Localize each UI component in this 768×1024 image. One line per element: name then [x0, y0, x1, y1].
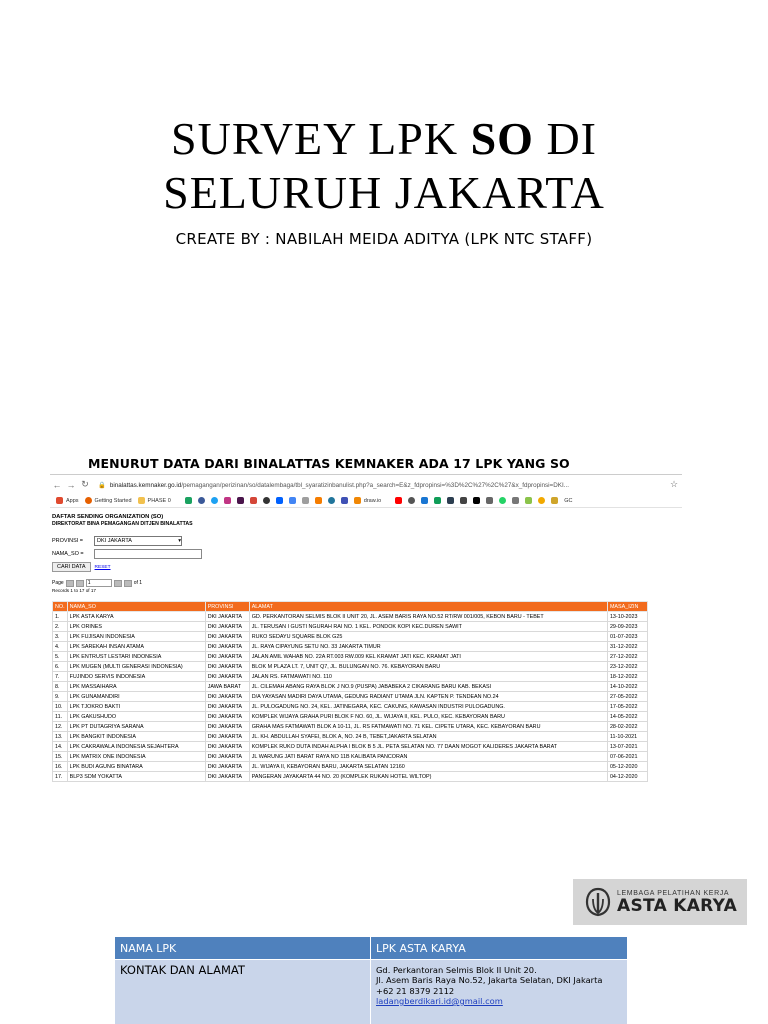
- cell-alamat: KOMPLEK WIJAYA GRAHA PURI BLOK F NO. 60, JL. WIJAYA II, KEL. PULO, KEC. KEBAYORAN BARU: [249, 712, 607, 722]
- table-row: [53, 732, 648, 742]
- email-link[interactable]: ladangberdikari.id@gmail.com: [376, 995, 503, 1006]
- table-row: [53, 692, 648, 702]
- cell-no: 6.: [53, 662, 68, 672]
- folder-icon: [138, 497, 145, 504]
- cell-nama-so: LPK PT DUTAGRIYA SARANA: [67, 722, 205, 732]
- page-label: Page: [52, 580, 64, 586]
- table-row: [53, 702, 648, 712]
- col-header-alamat[interactable]: ALAMAT: [249, 602, 607, 612]
- cell-provinsi: DKI JAKARTA: [205, 632, 249, 642]
- website-link[interactable]: [376, 1012, 622, 1018]
- provinsi-select[interactable]: [94, 536, 182, 546]
- bookmark-phase[interactable]: [138, 497, 171, 504]
- cell-nama-so: FUJINDO SERVIS INDONESIA: [67, 672, 205, 682]
- title-line-2: SELURUH JAKARTA: [163, 167, 605, 218]
- bookmark-icons-row-1: [185, 497, 348, 504]
- reset-link[interactable]: RESET: [94, 564, 111, 570]
- nama-label: NAMA_SO =: [52, 551, 84, 557]
- page-icon[interactable]: [525, 497, 532, 504]
- cell-no: 11.: [53, 712, 68, 722]
- info-header-row: [115, 937, 628, 960]
- cell-alamat: JL. CILEMAH ABANG RAYA BLOK J NO.9 (PUSPA) JABABEKA 2 CIKARANG BARU KAB. BEKASI: [249, 682, 607, 692]
- table-header-row: [53, 602, 648, 612]
- search-button[interactable]: CARI DATA: [52, 562, 91, 572]
- title-part: SURVEY LPK: [171, 113, 471, 164]
- cell-masa-izin: 29-09-2023: [607, 622, 647, 632]
- cell-nama-so: LPK ORINES: [67, 622, 205, 632]
- table-row: [53, 642, 648, 652]
- cell-no: 5.: [53, 652, 68, 662]
- info-header-lpk-name: LPK ASTA KARYA: [371, 937, 628, 960]
- bookmark-label: Apps: [66, 497, 79, 504]
- cell-nama-so: LPK MASSAIHARA: [67, 682, 205, 692]
- title-part-bold: SO: [470, 113, 534, 164]
- web-page: [50, 508, 682, 782]
- cell-masa-izin: 27-12-2022: [607, 652, 647, 662]
- code-icon[interactable]: [486, 497, 493, 504]
- firefox-icon: [85, 497, 92, 504]
- slide-subtitle: CREATE BY : NABILAH MEIDA ADITYA (LPK NTC STAFF): [175, 230, 593, 248]
- col-header-no[interactable]: NO.: [53, 602, 68, 612]
- cell-no: 2.: [53, 622, 68, 632]
- bookmark-drawio[interactable]: [354, 497, 381, 504]
- cell-provinsi: DKI JAKARTA: [205, 722, 249, 732]
- table-row: [53, 722, 648, 732]
- bookmarks-bar: [50, 494, 682, 508]
- cell-no: 9.: [53, 692, 68, 702]
- cell-no: 16.: [53, 762, 68, 772]
- cell-alamat: JL. PULOGADUNG NO. 24, KEL. JATINEGARA, KEC. CAKUNG, KAWASAN INDUSTRI PULOGADUNG.: [249, 702, 607, 712]
- cell-nama-so: LPK ENTRUST LESTARI INDONESIA: [67, 652, 205, 662]
- cell-alamat: JL. RAYA CIPAYUNG SETU NO. 33 JAKARTA TIMUR: [249, 642, 607, 652]
- col-header-provinsi[interactable]: PROVINSI: [205, 602, 249, 612]
- table-row: [53, 652, 648, 662]
- cell-nama-so: BLP3 SDM YOKATTA: [67, 772, 205, 782]
- cell-alamat: PANGERAN JAYAKARTA 44 NO. 20 (KOMPLEK RUKAN HOTEL WILTOP): [249, 772, 607, 782]
- url-path: /pemagangan/perizinan/so/datalembaga/tbl_syaratizinbanulist.php?a_search=E&z_fdpropinsi=%3D%2C%27%2C%27&x_fdpropinsi=DKI...: [181, 481, 569, 489]
- address-line-2: Jl. Asem Baris Raya No.52, Jakarta Selatan, DKI Jakarta: [376, 975, 603, 986]
- cell-provinsi: DKI JAKARTA: [205, 712, 249, 722]
- cell-nama-so: LPK CAKRAWALA INDONESIA SEJAHTERA: [67, 742, 205, 752]
- screenshot-caption: MENURUT DATA DARI BINALATTAS KEMNAKER ADA 17 LPK YANG SO: [88, 456, 570, 471]
- table-row: [53, 772, 648, 782]
- cell-masa-izin: 13-07-2021: [607, 742, 647, 752]
- page-of: of 1: [133, 580, 143, 586]
- table-row: [53, 742, 648, 752]
- cell-nama-so: LPK ASTA KARYA: [67, 612, 205, 622]
- asta-karya-logo: [573, 879, 747, 925]
- youtube-icon[interactable]: [395, 497, 402, 504]
- sheets-icon[interactable]: [185, 497, 192, 504]
- table-row: [53, 662, 648, 672]
- bookmark-star-icon[interactable]: ☆: [669, 479, 679, 489]
- back-icon[interactable]: ←: [52, 479, 62, 490]
- cell-alamat: GRAHA MAS FATMAWATI BLOK A 10-11, JL. RS FATMAWATI NO. 71 KEL. CIPETE UTARA, KEC. KEBAYORAN BARU: [249, 722, 607, 732]
- cell-no: 10.: [53, 702, 68, 712]
- so-table: [52, 601, 648, 782]
- slack-icon[interactable]: [237, 497, 244, 504]
- circle-icon[interactable]: [408, 497, 415, 504]
- cell-nama-so: LPK GUNAMANDIRI: [67, 692, 205, 702]
- cell-provinsi: JAWA BARAT: [205, 682, 249, 692]
- file-icon[interactable]: [302, 497, 309, 504]
- cell-alamat: JALAN AMIL WAHAB NO. 22A RT.003 RW.009 KEL KRAMAT JATI KEC. KRAMAT JATI: [249, 652, 607, 662]
- lock-icon: 🔒: [98, 481, 106, 489]
- cell-provinsi: DKI JAKARTA: [205, 772, 249, 782]
- box-icon[interactable]: [460, 497, 467, 504]
- cell-no: 14.: [53, 742, 68, 752]
- bookmark-gc[interactable]: [564, 498, 572, 504]
- nama-row: [52, 549, 678, 559]
- globe-icon[interactable]: [538, 497, 545, 504]
- bookmark-icon[interactable]: [421, 497, 428, 504]
- info-header-nama-lpk: NAMA LPK: [115, 937, 371, 960]
- cell-masa-izin: 18-12-2022: [607, 672, 647, 682]
- blogger-icon[interactable]: [315, 497, 322, 504]
- table-row: [53, 762, 648, 772]
- cell-alamat: JL. KH. ABDULLAH SYAFEI, BLOK A, NO. 24 B, TEBET,JAKARTA SELATAN: [249, 732, 607, 742]
- cell-nama-so: LPK MUGEN (MULTI GENERASI INDONESIA): [67, 662, 205, 672]
- bookmark-apps[interactable]: [56, 497, 79, 504]
- cell-masa-izin: 31-12-2022: [607, 642, 647, 652]
- cell-provinsi: DKI JAKARTA: [205, 652, 249, 662]
- cell-provinsi: DKI JAKARTA: [205, 622, 249, 632]
- cell-nama-so: LPK MATRIX ONE INDONESIA: [67, 752, 205, 762]
- table-row: [53, 752, 648, 762]
- table-body: [53, 612, 648, 782]
- drawio-icon: [354, 497, 361, 504]
- cell-provinsi: DKI JAKARTA: [205, 662, 249, 672]
- note-icon[interactable]: [512, 497, 519, 504]
- cell-provinsi: DKI JAKARTA: [205, 612, 249, 622]
- table-row: [53, 632, 648, 642]
- logo-text: [617, 890, 737, 915]
- cell-masa-izin: 28-02-2022: [607, 722, 647, 732]
- cell-masa-izin: 17-05-2022: [607, 702, 647, 712]
- cell-no: 7.: [53, 672, 68, 682]
- cell-masa-izin: 27-05-2022: [607, 692, 647, 702]
- instagram-icon[interactable]: [224, 497, 231, 504]
- cell-alamat: GD. PERKANTORAN SELMIS BLOK II UNIT 20, JL. ASEM BARIS RAYA NO.52 RT/RW 001/005, KEBON BARU - TEBET: [249, 612, 607, 622]
- next-page-button[interactable]: [114, 580, 122, 587]
- cell-provinsi: DKI JAKARTA: [205, 732, 249, 742]
- gmail-icon[interactable]: [250, 497, 257, 504]
- cell-no: 13.: [53, 732, 68, 742]
- provinsi-row: [52, 536, 678, 546]
- cell-no: 17.: [53, 772, 68, 782]
- table-row: [53, 612, 648, 622]
- cell-nama-so: LPK FUJISAN INDONESIA: [67, 632, 205, 642]
- provinsi-label: PROVINSI =: [52, 538, 84, 544]
- cell-no: 4.: [53, 642, 68, 652]
- github-icon[interactable]: [263, 497, 270, 504]
- bookmark-label: PHASE 0: [147, 497, 171, 504]
- cell-masa-izin: 13-10-2023: [607, 612, 647, 622]
- shield-icon[interactable]: [341, 497, 348, 504]
- provinsi-value: DKI JAKARTA: [97, 538, 132, 544]
- table-icon[interactable]: [434, 497, 441, 504]
- whatsapp-icon[interactable]: [499, 497, 506, 504]
- first-page-button[interactable]: [66, 580, 74, 587]
- cell-masa-izin: 01-07-2023: [607, 632, 647, 642]
- wordpress-icon[interactable]: [328, 497, 335, 504]
- cell-masa-izin: 07-06-2021: [607, 752, 647, 762]
- calendar-icon[interactable]: [447, 497, 454, 504]
- table-row: [53, 622, 648, 632]
- medium-icon[interactable]: [473, 497, 480, 504]
- table-row: [53, 682, 648, 692]
- cell-nama-so: LPK BUDI AGUNG BINATARA: [67, 762, 205, 772]
- logo-mark-icon: [585, 887, 611, 917]
- bookmark-label: Getting Started: [94, 497, 132, 504]
- cell-alamat: BLOK M PLAZA LT. 7, UNIT Q7, JL. BULUNGAN NO. 76. KEBAYORAN BARU: [249, 662, 607, 672]
- app-icon[interactable]: [551, 497, 558, 504]
- page-input[interactable]: 1: [86, 579, 112, 587]
- cell-no: 15.: [53, 752, 68, 762]
- cell-masa-izin: 23-12-2022: [607, 662, 647, 672]
- cell-nama-so: LPK SAREKAH INSAN ATAMA: [67, 642, 205, 652]
- cell-alamat: KOMPLEK RUKO DUTA INDAH ALPHA I BLOK B 5 JL. PETA SELATAN NO. 77 DAAN MOGOT KALIDERES JAKARTA BARAT: [249, 742, 607, 752]
- cell-nama-so: LPK GAKUSHUDO: [67, 712, 205, 722]
- cell-nama-so: LPK TJOKRO BAKTI: [67, 702, 205, 712]
- bookmark-icons-row-2: [395, 497, 558, 504]
- title-part: DI: [533, 113, 597, 164]
- url-field[interactable]: [92, 481, 666, 489]
- address-line-1: Gd. Perkantoran Selmis Blok II Unit 20.: [376, 965, 537, 975]
- cell-provinsi: DKI JAKARTA: [205, 762, 249, 772]
- page-heading: DAFTAR SENDING ORGANIZATION (SO): [52, 514, 164, 520]
- cell-no: 1.: [53, 612, 68, 622]
- apps-grid-icon: [56, 497, 63, 504]
- logo-big-text: ASTA KARYA: [617, 895, 738, 916]
- cell-alamat: JL. WIJAYA II, KEBAYORAN BARU, JAKARTA SELATAN 12160: [249, 762, 607, 772]
- cell-provinsi: DKI JAKARTA: [205, 702, 249, 712]
- dropbox-icon[interactable]: [276, 497, 283, 504]
- contact-value: [371, 960, 628, 1024]
- cell-alamat: D/A YAYASAN MADIRI DAYA UTAMA, GEDUNG RADIANT UTAMA JLN. KAPTEN P. TENDEAN NO.24: [249, 692, 607, 702]
- last-page-button[interactable]: [124, 580, 132, 587]
- nama-so-input[interactable]: [94, 549, 202, 559]
- search-row: [52, 562, 678, 572]
- url-host: binalattas.kemnaker.go.id: [109, 481, 182, 489]
- title-line-1: [0, 112, 768, 166]
- cell-masa-izin: 14-10-2022: [607, 682, 647, 692]
- forward-icon[interactable]: →: [66, 479, 76, 490]
- cell-alamat: RUKO SEDAYU SQUARE BLOK G25: [249, 632, 607, 642]
- cell-alamat: JALAN RS. FATMAWATI NO. 110: [249, 672, 607, 682]
- cell-masa-izin: 05-12-2020: [607, 762, 647, 772]
- slide-title: [0, 112, 768, 220]
- cell-no: 3.: [53, 632, 68, 642]
- logo-small-text: LEMBAGA PELATIHAN KERJA: [617, 889, 730, 897]
- table-row: [53, 672, 648, 682]
- cell-provinsi: DKI JAKARTA: [205, 752, 249, 762]
- cell-no: 8.: [53, 682, 68, 692]
- reload-icon[interactable]: ↻: [81, 479, 89, 489]
- bookmark-getting-started[interactable]: [85, 497, 132, 504]
- bookmark-label: GC: [564, 497, 573, 504]
- records-count: Records 1 to 17 of 17: [52, 588, 96, 593]
- cell-alamat: JL. TERUSAN I GUSTI NGURAH RAI NO. 1 KEL. PONDOK KOPI KEC.DUREN SAWIT: [249, 622, 607, 632]
- cell-masa-izin: 11-10-2021: [607, 732, 647, 742]
- cell-provinsi: DKI JAKARTA: [205, 742, 249, 752]
- cell-provinsi: DKI JAKARTA: [205, 642, 249, 652]
- browser-screenshot: [50, 474, 682, 830]
- pager: [52, 579, 678, 587]
- cell-masa-izin: 14-05-2022: [607, 712, 647, 722]
- prev-page-button[interactable]: [76, 580, 84, 587]
- contact-label: KONTAK DAN ALAMAT: [115, 960, 371, 1024]
- bookmark-label: draw.io: [363, 497, 382, 504]
- page-subheading: DIREKTORAT BINA PEMAGANGAN DITJEN BINALATTAS: [52, 521, 193, 527]
- col-header-nama[interactable]: NAMA_SO: [67, 602, 205, 612]
- phone-number: +62 21 8379 2112: [376, 985, 455, 996]
- cell-no: 12.: [53, 722, 68, 732]
- col-header-masa-izin[interactable]: MASA_IZIN: [607, 602, 647, 612]
- cell-provinsi: DKI JAKARTA: [205, 692, 249, 702]
- address-bar: [50, 474, 682, 494]
- cell-alamat: JL WARUNG JATI BARAT RAYA NO 11B KALIBATA PANCORAN: [249, 752, 607, 762]
- docs-icon[interactable]: [289, 497, 296, 504]
- chevron-down-icon: ▾: [178, 538, 181, 544]
- cell-provinsi: DKI JAKARTA: [205, 672, 249, 682]
- twitter-icon[interactable]: [211, 497, 218, 504]
- cell-nama-so: LPK BANGKIT INDONESIA: [67, 732, 205, 742]
- info-contact-row: [115, 960, 628, 1024]
- cell-masa-izin: 04-12-2020: [607, 772, 647, 782]
- lpk-info-table: [114, 936, 628, 1024]
- table-row: [53, 712, 648, 722]
- facebook-icon[interactable]: [198, 497, 205, 504]
